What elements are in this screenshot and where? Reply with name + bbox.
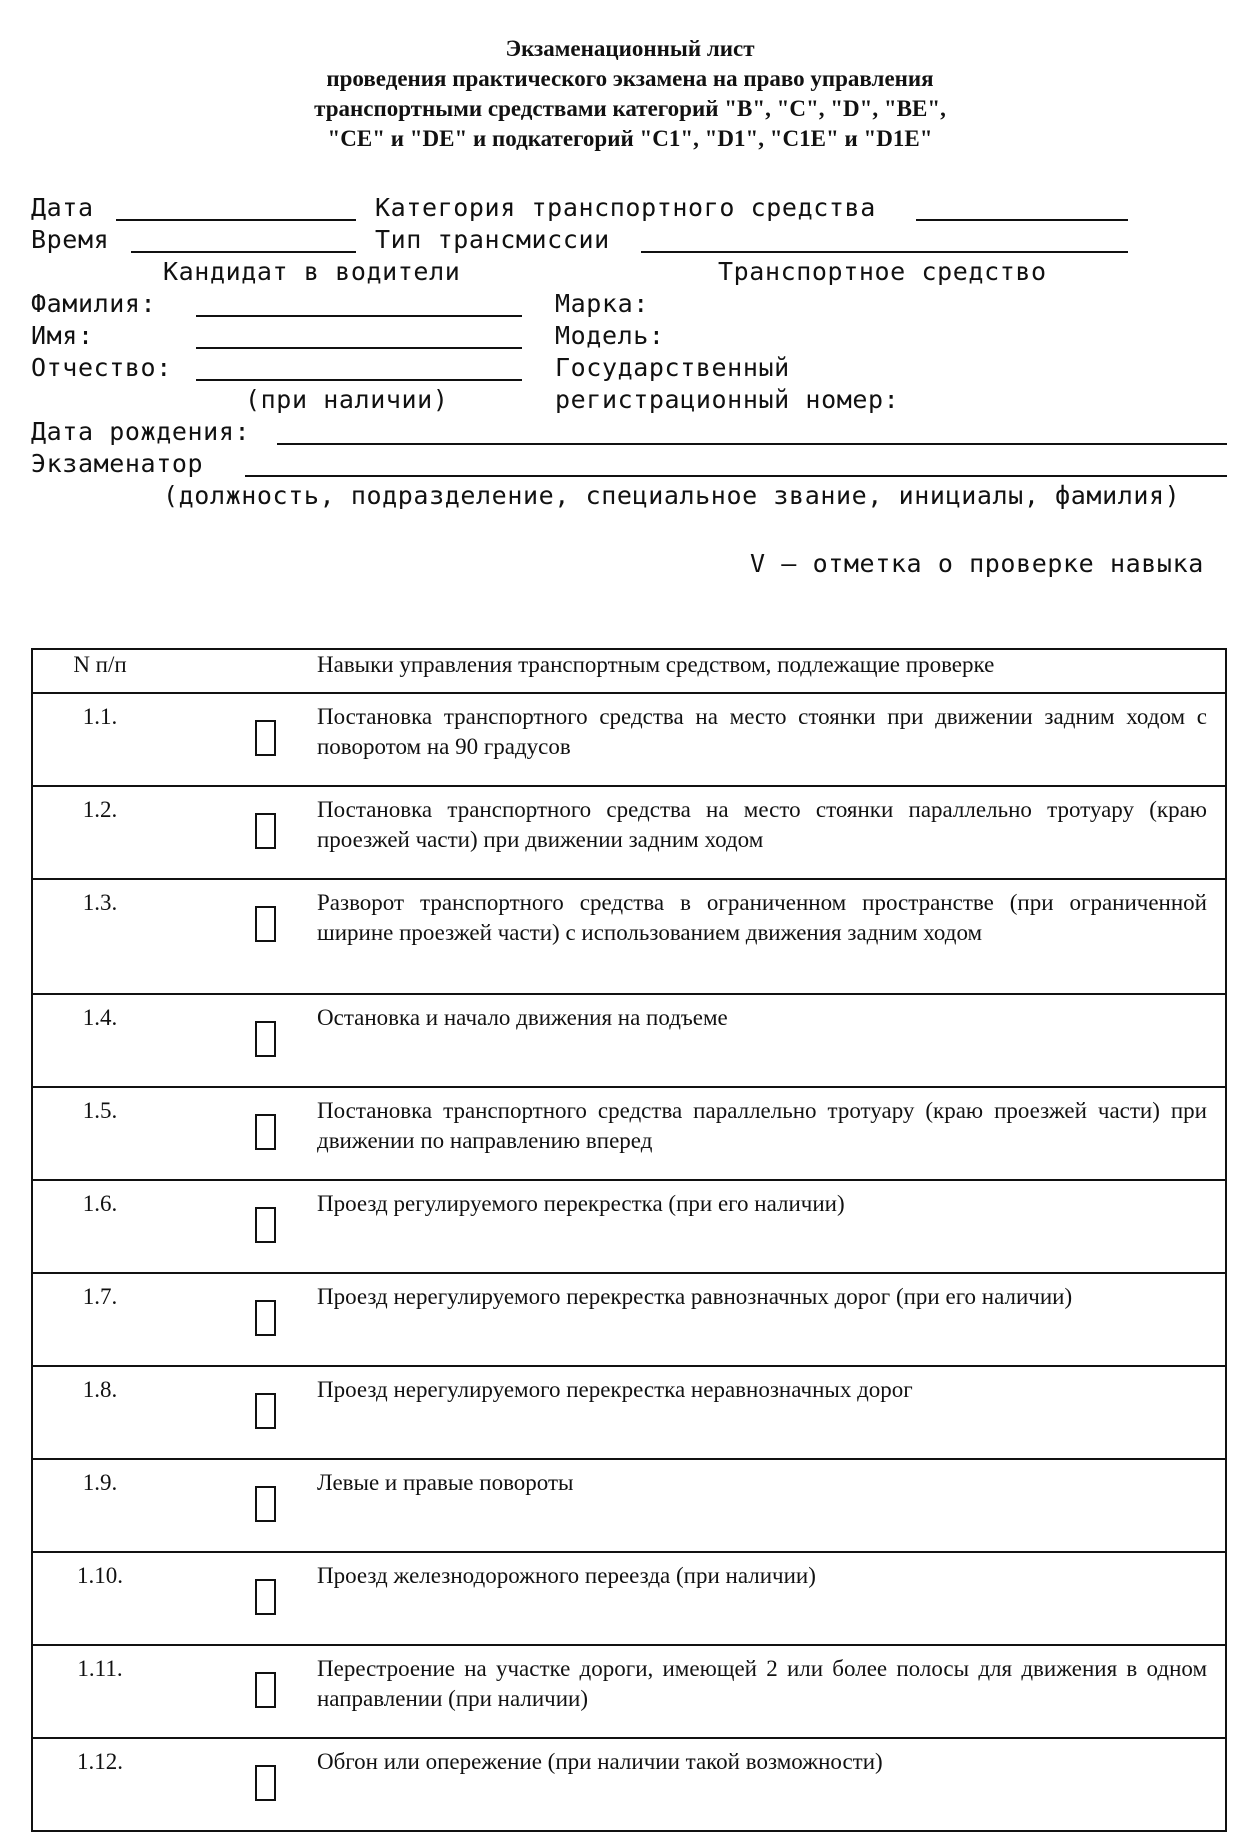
patronymic-label: Отчество: — [31, 353, 172, 382]
row-check — [167, 1552, 317, 1645]
title-line-3: транспортными средствами категорий "B", "C", "D", "BE", — [314, 96, 946, 121]
table-row — [32, 1459, 1226, 1552]
checkbox-icon[interactable] — [255, 906, 276, 942]
table-row — [32, 1273, 1226, 1366]
checkbox-icon[interactable] — [255, 1765, 276, 1801]
row-skill: Постановка транспортного средства на место стоянки при движении задним ходом с поворотом на 90 градусов — [317, 693, 1226, 786]
row-check — [167, 879, 317, 994]
row-num: 1.7. — [32, 1273, 167, 1366]
table-row — [32, 879, 1226, 994]
table-row — [32, 1552, 1226, 1645]
row-skill: Левые и правые повороты — [317, 1459, 1226, 1552]
table-row — [32, 1645, 1226, 1738]
table-row — [32, 1738, 1226, 1831]
row-check — [167, 1366, 317, 1459]
checkbox-icon[interactable] — [255, 1114, 276, 1150]
birth-date-field[interactable] — [277, 443, 1227, 445]
row-num: 1.2. — [32, 786, 167, 879]
title-line-4: "CE" и "DE" и подкатегорий "C1", "D1", "C1E" и "D1E" — [327, 126, 933, 151]
row-check — [167, 1459, 317, 1552]
category-label: Категория транспортного средства — [375, 193, 876, 222]
table-row — [32, 994, 1226, 1087]
row-skill: Обгон или опережение (при наличии такой возможности) — [317, 1738, 1226, 1831]
row-skill: Перестроение на участке дороги, имеющей 2 или более полосы для движения в одном направлении (при наличии) — [317, 1645, 1226, 1738]
surname-label: Фамилия: — [31, 289, 157, 318]
name-label: Имя: — [31, 321, 94, 350]
col-check-header — [167, 649, 317, 693]
row-num: 1.11. — [32, 1645, 167, 1738]
table-row — [32, 1366, 1226, 1459]
time-field[interactable] — [131, 251, 356, 253]
examiner-field[interactable] — [245, 475, 1227, 477]
checkbox-icon[interactable] — [255, 1021, 276, 1057]
checkbox-icon[interactable] — [255, 813, 276, 849]
table-row — [32, 693, 1226, 786]
row-num: 1.12. — [32, 1738, 167, 1831]
row-num: 1.8. — [32, 1366, 167, 1459]
examiner-label: Экзаменатор — [31, 449, 204, 478]
patronymic-note: (при наличии) — [245, 385, 449, 414]
reg-label-line-1: Государственный — [555, 353, 790, 382]
row-num: 1.6. — [32, 1180, 167, 1273]
row-check — [167, 786, 317, 879]
patronymic-field[interactable] — [196, 379, 522, 381]
document-title — [0, 34, 1260, 154]
checkbox-icon[interactable] — [255, 1486, 276, 1522]
transmission-field[interactable] — [641, 251, 1128, 253]
row-skill: Остановка и начало движения на подъеме — [317, 994, 1226, 1087]
date-field[interactable] — [116, 219, 356, 221]
row-skill: Проезд нерегулируемого перекрестка неравнозначных дорог — [317, 1366, 1226, 1459]
row-skill: Проезд нерегулируемого перекрестка равнозначных дорог (при его наличии) — [317, 1273, 1226, 1366]
row-skill: Постановка транспортного средства на место стоянки параллельно тротуару (краю проезжей части) при движении задним ходом — [317, 786, 1226, 879]
checkbox-icon[interactable] — [255, 720, 276, 756]
surname-field[interactable] — [196, 315, 522, 317]
brand-label: Марка: — [555, 289, 649, 318]
table-row — [32, 786, 1226, 879]
col-num-header: N п/п — [32, 649, 167, 693]
checkbox-icon[interactable] — [255, 1393, 276, 1429]
table-header — [32, 649, 1226, 693]
name-field[interactable] — [196, 347, 522, 349]
reg-label-line-2: регистрационный номер: — [555, 385, 900, 414]
col-skill-header: Навыки управления транспортным средством, подлежащие проверке — [317, 649, 1226, 693]
row-check — [167, 994, 317, 1087]
row-skill: Проезд регулируемого перекрестка (при его наличии) — [317, 1180, 1226, 1273]
row-num: 1.4. — [32, 994, 167, 1087]
birth-date-label: Дата рождения: — [31, 417, 251, 446]
table-row — [32, 1087, 1226, 1180]
skills-table — [31, 648, 1227, 1832]
examiner-note: (должность, подразделение, специальное звание, инициалы, фамилия) — [163, 481, 1181, 510]
row-skill: Разворот транспортного средства в ограниченном пространстве (при ограниченной ширине проезжей части) с использованием движения задним ходом — [317, 879, 1226, 994]
row-check — [167, 693, 317, 786]
row-num: 1.10. — [32, 1552, 167, 1645]
row-check — [167, 1180, 317, 1273]
row-skill: Проезд железнодорожного переезда (при наличии) — [317, 1552, 1226, 1645]
row-skill: Постановка транспортного средства параллельно тротуару (краю проезжей части) при движении по направлению вперед — [317, 1087, 1226, 1180]
row-num: 1.9. — [32, 1459, 167, 1552]
row-check — [167, 1645, 317, 1738]
row-num: 1.5. — [32, 1087, 167, 1180]
checkbox-icon[interactable] — [255, 1207, 276, 1243]
vehicle-heading: Транспортное средство — [718, 257, 1047, 286]
row-check — [167, 1273, 317, 1366]
table-row — [32, 1180, 1226, 1273]
transmission-label: Тип трансмиссии — [375, 225, 610, 254]
date-label: Дата — [31, 193, 94, 222]
checkbox-icon[interactable] — [255, 1672, 276, 1708]
candidate-heading: Кандидат в водители — [163, 257, 461, 286]
row-num: 1.3. — [32, 879, 167, 994]
title-line-1: Экзаменационный лист — [505, 36, 755, 61]
title-line-2: проведения практического экзамена на право управления — [326, 66, 934, 91]
row-num: 1.1. — [32, 693, 167, 786]
row-check — [167, 1738, 317, 1831]
model-label: Модель: — [555, 321, 665, 350]
category-field[interactable] — [916, 219, 1128, 221]
checkbox-icon[interactable] — [255, 1300, 276, 1336]
check-legend: V – отметка о проверке навыка — [750, 549, 1204, 578]
time-label: Время — [31, 225, 110, 254]
row-check — [167, 1087, 317, 1180]
checkbox-icon[interactable] — [255, 1579, 276, 1615]
